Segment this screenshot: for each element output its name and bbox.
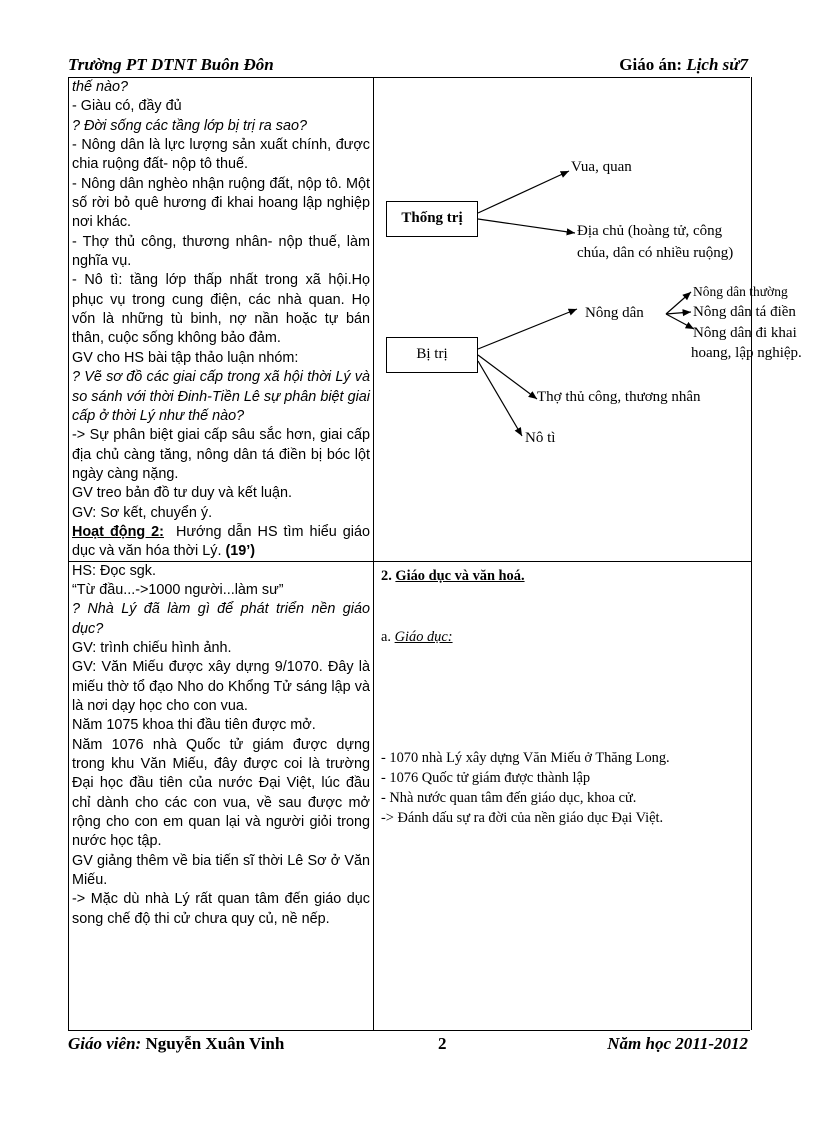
point-conclusion: -> Đánh dấu sự ra đời của nền giáo dục Đại Việt.	[381, 810, 664, 826]
point-state-attention: - Nhà nước quan tâm đến giáo dục, khoa cử.	[381, 790, 637, 806]
page-header	[68, 53, 750, 78]
arrow-to-tenant-peasant	[666, 312, 691, 314]
question-education: ? Nhà Lý đã làm gì để phát triển nền giáo dục?	[72, 601, 370, 637]
mind-map-note: GV treo bản đồ tư duy và kết luận.	[72, 485, 293, 502]
king-officials-label: Vua, quan	[571, 159, 632, 175]
quoc-tu-giam-note: Năm 1076 nhà Quốc tử giám được dựng trong khu Văn Miếu, đây được coi là trường Đại học đầu tiên của nước Đại Việt, lúc đầu chỉ dành cho các con vua, về sau được mở rộng cho con em quan lại và người giỏi trong nước học tập.	[72, 736, 370, 850]
arrow-to-king	[478, 171, 569, 213]
ruled-class-box: Bị trị	[386, 337, 478, 373]
read-textbook: HS: Đọc sgk.	[72, 562, 156, 579]
column-divider	[373, 77, 374, 1030]
arrow-to-slaves	[478, 361, 522, 436]
settler-peasant-label-2: hoang, lập nghiệp.	[691, 345, 802, 361]
quote-excerpt: “Từ đầu...->1000 người...làm sư”	[72, 581, 284, 598]
point-van-mieu: - 1070 nhà Lý xây dựng Văn Miếu ở Thăng Long.	[381, 750, 670, 766]
subject-name: Lịch sử7	[686, 55, 748, 74]
social-class-diagram	[379, 83, 802, 553]
point-quoc-tu-giam: - 1076 Quốc tử giám được thành lập	[381, 770, 591, 786]
settler-peasant-label-1: Nông dân đi khai	[693, 325, 797, 341]
answer-rich: - Giàu có, đầy đủ	[72, 98, 182, 115]
page-footer	[68, 1030, 750, 1057]
education-conclusion: -> Mặc dù nhà Lý rất quan tâm đến giáo dục song chế độ thi cử chưa quy củ, nề nếp.	[72, 891, 370, 927]
teacher-info: Giáo viên: Nguyễn Xuân Vinh	[68, 1034, 285, 1053]
common-peasant-label: Nông dân thường	[693, 284, 788, 299]
subsection-heading: a. Giáo dục:	[381, 629, 453, 645]
school-year: Năm học 2011-2012	[607, 1034, 748, 1053]
answer-slaves: - Nô tì: tầng lớp thấp nhất trong xã hội.Họ phục vụ trong cung điện, các nhà quan. Họ vốn là những tù binh, nợ nần hoặc tự bán thân, cuộc sống không bảo đảm.	[72, 272, 370, 347]
activity-2-text: Hướng dẫn HS tìm hiểu giáo dục và văn hóa thời Lý.	[72, 523, 370, 560]
activity-2-label: Hoạt động 2:	[72, 523, 164, 540]
section-heading: 2. Giáo dục và văn hoá.	[381, 568, 525, 584]
answer-artisans: - Thợ thủ công, thương nhân- nộp thuế, làm nghĩa vụ.	[72, 233, 370, 270]
arrow-to-settler-peasant	[666, 314, 694, 329]
van-mieu-note: GV: Văn Miếu được xây dựng 9/1070. Đây là miếu thờ tổ đạo Nho do Khổng Tử sáng lập và là nơi dạy học cho con vua.	[72, 659, 370, 714]
school-name: Trường PT DTNT Buôn Đôn	[68, 55, 274, 74]
education-points	[381, 748, 747, 828]
ruling-class-box: Thống trị	[386, 201, 478, 237]
subsection-title: Giáo dục:	[394, 629, 453, 645]
peasants-label: Nông dân	[585, 305, 644, 321]
arrow-to-landlord	[478, 219, 575, 233]
activity-2-time: (19’)	[225, 543, 256, 560]
question-continuation: thế nào?	[72, 79, 129, 95]
answer-poor-peasants: - Nông dân nghèo nhận ruộng đất, nộp tô. Một số rời bỏ quê hương đi khai hoang lập nghiệp nơi khác.	[72, 175, 370, 231]
lesson-table	[68, 77, 802, 1030]
lesson-plan-label: Giáo án: Lịch sử7	[619, 55, 748, 74]
page-number: 2	[438, 1034, 447, 1053]
arrow-to-common-peasant	[666, 292, 691, 314]
activity-2	[72, 523, 370, 562]
diagram-arrows	[379, 83, 747, 553]
slaves-label: Nô tì	[525, 430, 556, 446]
question-ruled-life: ? Đời sống các tầng lớp bị trị ra sao?	[72, 117, 307, 134]
slide-show-note: GV: trình chiếu hình ảnh.	[72, 639, 232, 656]
artisans-label: Thợ thủ công, thương nhân	[537, 389, 701, 405]
transition-note: GV: Sơ kết, chuyển ý.	[72, 504, 213, 521]
question-diagram: ? Vẽ sơ đồ các giai cấp trong xã hội thời Lý và so sánh với thời Đinh-Tiền Lê sự phân biệt giai cấp ở thời Lý như thế nào?	[72, 369, 370, 424]
section-title: Giáo dục và văn hoá.	[395, 568, 525, 584]
group-task: GV cho HS bài tập thảo luận nhóm:	[72, 349, 299, 366]
answer-class-distinction: -> Sự phân biệt giai cấp sâu sắc hơn, giai cấp địa chủ càng tăng, nông dân tá điền bị bóc lột ngày càng nặng.	[72, 427, 370, 482]
teacher-student-activities	[72, 78, 370, 929]
stele-note: GV giảng thêm về bia tiến sĩ thời Lê Sơ ở Văn Miếu.	[72, 852, 370, 889]
tenant-peasant-label: Nông dân tá điền	[693, 304, 796, 320]
teacher-name: Nguyễn Xuân Vinh	[145, 1034, 285, 1053]
exam-1075-note: Năm 1075 khoa thi đầu tiên được mở.	[72, 717, 316, 734]
landlord-label-2: chúa, dân có nhiều ruộng)	[577, 245, 734, 261]
answer-peasants: - Nông dân là lực lượng sản xuất chính, được chia ruộng đất- nộp tô thuế.	[72, 137, 370, 173]
arrow-to-peasants	[478, 309, 577, 349]
landlord-label-1: Địa chủ (hoàng tử, công	[577, 223, 723, 239]
